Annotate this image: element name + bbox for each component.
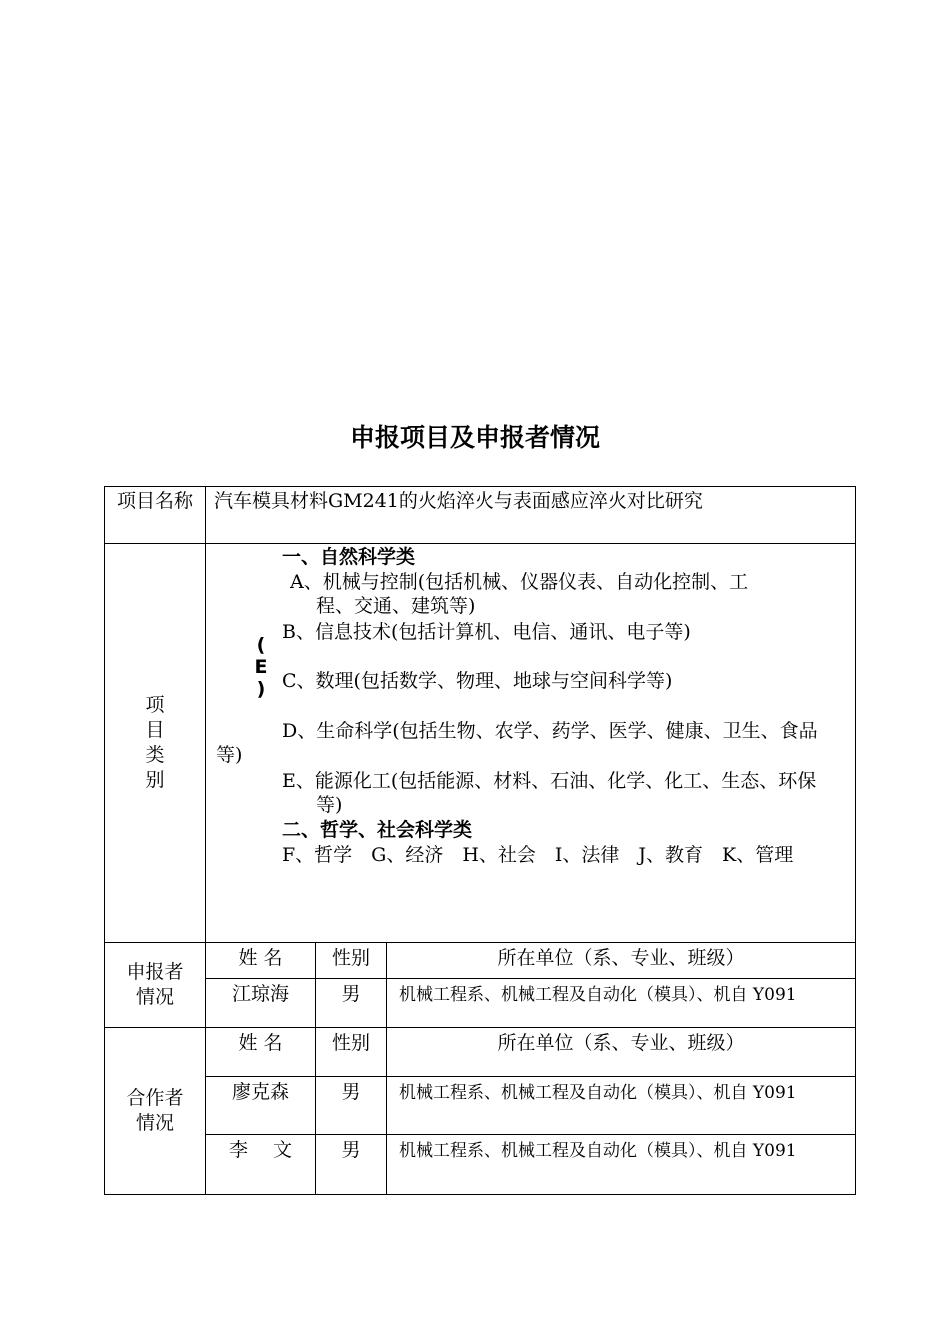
partners-col-unit: 所在单位（系、专业、班级） [387,1028,856,1077]
option-e-line1: E、能源化工(包括能源、材料、石油、化学、化工、生态、环保 [282,770,817,792]
category-label-char: 别 [145,769,165,791]
option-d-line2: 等) [216,744,243,766]
partner-name: 廖克森 [206,1077,316,1135]
category-label-char: 类 [145,744,165,766]
partners-label: 合作者 情况 [105,1028,206,1195]
project-category-row [105,544,856,943]
page-title: 申报项目及申报者情况 [349,423,600,452]
table-row [105,1077,856,1135]
partners-col-gender: 性别 [316,1028,387,1077]
group-natural-science-title: 一、自然科学类 [282,546,416,568]
partners-header-row [105,1028,856,1077]
project-name-row [105,487,856,544]
partners-col-name: 姓 名 [206,1028,316,1077]
option-c: C、数理(包括数学、物理、地球与空间科学等) [282,670,673,692]
applicant-name: 江琼海 [206,979,316,1028]
category-label-char: 目 [145,719,165,741]
applicant-gender: 男 [316,979,387,1028]
selected-category-marker: ( E ) [254,634,268,700]
table-row [105,979,856,1028]
option-a-line2: 程、交通、建筑等) [316,595,476,617]
project-category-options [206,544,856,943]
table-row [105,1135,856,1195]
option-e-line2: 等) [316,794,343,816]
applicant-col-name: 姓 名 [206,943,316,979]
category-label-char: 项 [145,694,165,716]
partner-unit: 机械工程系、机械工程及自动化（模具）、机自 Y091 [387,1077,856,1135]
project-category-label [105,544,206,943]
option-a-line1: A、机械与控制(包括机械、仪器仪表、自动化控制、工 [290,571,749,593]
partner-name: 李 文 [206,1135,316,1195]
partner-unit: 机械工程系、机械工程及自动化（模具）、机自 Y091 [387,1135,856,1195]
applicant-label: 申报者 情况 [105,943,206,1028]
applicant-col-unit: 所在单位（系、专业、班级） [387,943,856,979]
option-d-line1: D、生命科学(包括生物、农学、药学、医学、健康、卫生、食品 [282,720,818,742]
partner-gender: 男 [316,1077,387,1135]
group-social-science-title: 二、哲学、社会科学类 [282,819,473,841]
applicant-unit: 机械工程系、机械工程及自动化（模具）、机自 Y091 [387,979,856,1028]
option-b: B、信息技术(包括计算机、电信、通讯、电子等) [282,621,691,643]
application-form-table [104,486,856,1195]
applicant-header-row [105,943,856,979]
project-name-label: 项目名称 [105,487,206,544]
option-social-list: F、哲学 G、经济 H、社会 I、法律 J、教育 K、管理 [282,844,794,866]
partner-gender: 男 [316,1135,387,1195]
project-name-value: 汽车模具材料GM241的火焰淬火与表面感应淬火对比研究 [206,487,856,544]
applicant-col-gender: 性别 [316,943,387,979]
